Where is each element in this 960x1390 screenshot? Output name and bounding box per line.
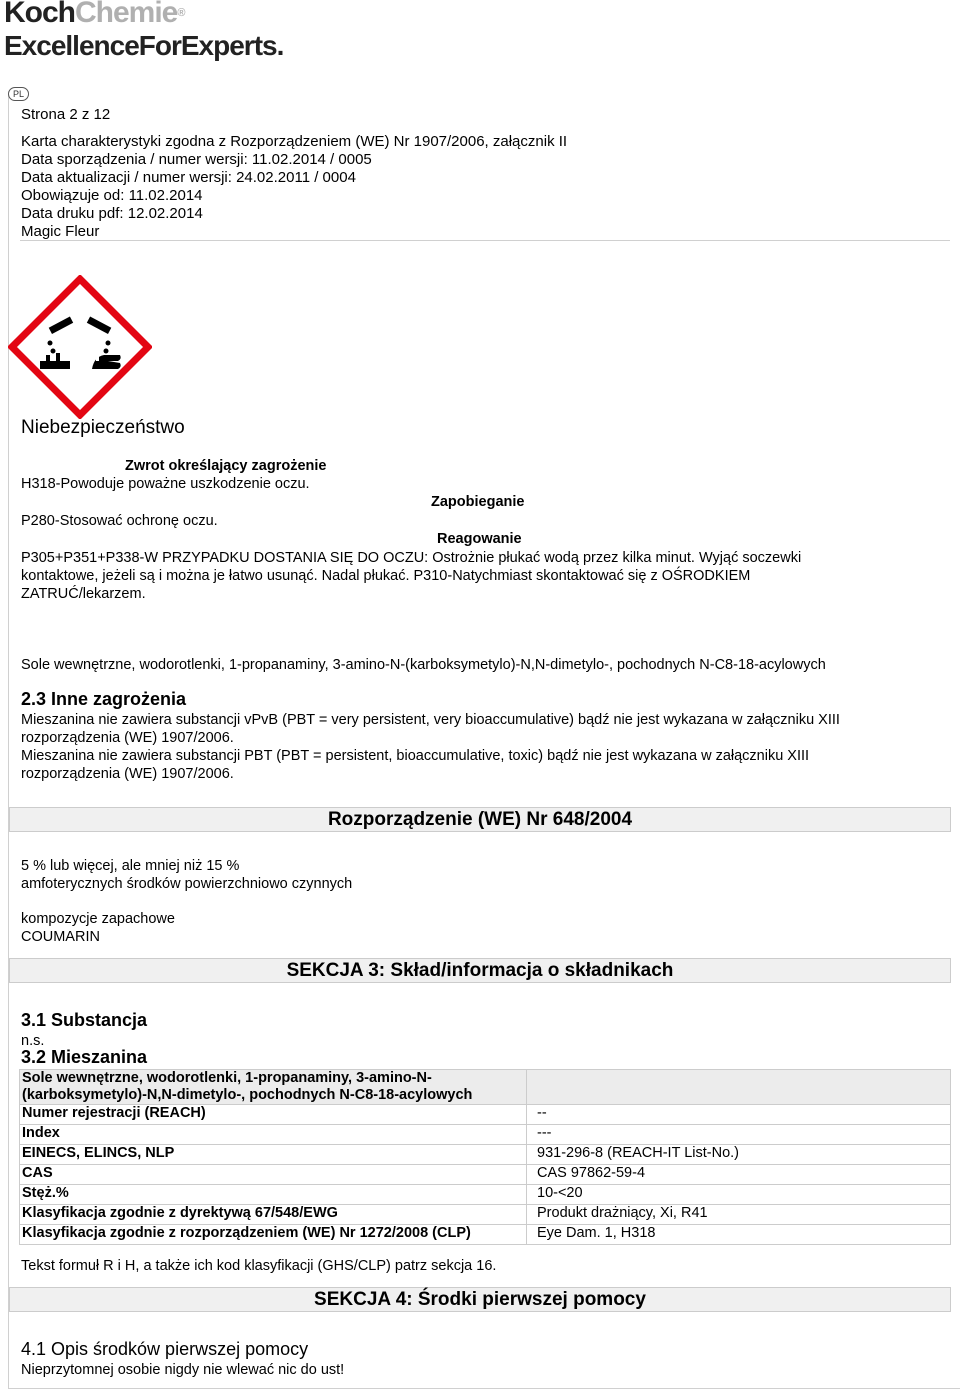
ghs05-corrosion-icon: [8, 275, 152, 419]
response-statement: kontaktowe, jeżeli są i można je łatwo usunąć. Nadal płukać. P310-Natychmiast skontaktować się z OŚRODKIEM: [21, 568, 751, 584]
prevention-heading: Zapobieganie: [431, 494, 525, 510]
divider: [20, 240, 950, 241]
header-line: Data sporządzenia / numer wersji: 11.02.2014 / 0005: [21, 151, 372, 168]
table-header-cell: Sole wewnętrzne, wodorotlenki, 1-propanaminy, 3-amino-N- (karboksymetylo)-N,N-dimetylo-, pochodnych N-C8-18-acylowych: [20, 1070, 527, 1105]
table-row: Index ---: [20, 1125, 951, 1145]
table-row: Klasyfikacja zgodnie z dyrektywą 67/548/EWG Produkt drażniący, Xi, R41: [20, 1205, 951, 1225]
substance-value: n.s.: [21, 1033, 45, 1049]
table-row: CAS CAS 97862-59-4: [20, 1165, 951, 1185]
section-bar-4: SEKCJA 4: Środki pierwszej pomocy: [9, 1287, 951, 1312]
paragraph-line: Mieszanina nie zawiera substancji PBT (PBT = persistent, bioaccumulative, toxic) bądź nie jest wykazana w załączniku XIII: [21, 748, 810, 764]
header-line: Obowiązuje od: 11.02.2014: [21, 187, 203, 204]
company-tagline: ExcellenceForExperts.: [4, 30, 284, 61]
header-line: Data aktualizacji / numer wersji: 24.02.2011 / 0004: [21, 169, 356, 186]
header-line: Data druku pdf: 12.02.2014: [21, 205, 203, 222]
section-heading: 2.3 Inne zagrożenia: [21, 689, 187, 709]
section-bar-reg648: Rozporządzenie (WE) Nr 648/2004: [9, 807, 951, 832]
company-logo: KochChemie®: [4, 0, 185, 29]
footnote: Tekst formuł R i H, a także ich kod klasyfikacji (GHS/CLP) patrz sekcja 16.: [21, 1258, 497, 1274]
detergent-info: COUMARIN: [21, 929, 100, 945]
page-number: Strona 2 z 12: [21, 106, 111, 123]
section-bar-3: SEKCJA 3: Skład/informacja o składnikach: [9, 958, 951, 983]
prevention-statement: P280-Stosować ochronę oczu.: [21, 513, 218, 529]
table-row: [20, 1070, 951, 1105]
paragraph-line: rozporządzenia (WE) 1907/2006.: [21, 730, 234, 746]
table-row: Stęż.% 10-<20: [20, 1185, 951, 1205]
response-heading: Reagowanie: [437, 531, 522, 547]
hazardous-component: Sole wewnętrzne, wodorotlenki, 1-propanaminy, 3-amino-N-(karboksymetylo)-N,N-dimetylo-, pochodnych N-C8-18-acylowych: [21, 657, 826, 673]
section-heading: 3.1 Substancja: [21, 1010, 148, 1030]
table-row: Numer rejestracji (REACH) --: [20, 1105, 951, 1125]
product-name: Magic Fleur: [21, 223, 100, 240]
detergent-info: kompozycje zapachowe: [21, 911, 175, 927]
hazard-statement-heading: Zwrot określający zagrożenie: [125, 458, 327, 474]
response-statement: P305+P351+P338-W PRZYPADKU DOSTANIA SIĘ DO OCZU: Ostrożnie płukać wodą przez kilka minut. Wyjąć soczewki: [21, 550, 802, 566]
language-badge: PL: [8, 87, 29, 101]
table-row: Klasyfikacja zgodnie z rozporządzeniem (WE) Nr 1272/2008 (CLP) Eye Dam. 1, H318: [20, 1225, 951, 1245]
hazard-statement: H318-Powoduje poważne uszkodzenie oczu.: [21, 476, 310, 492]
paragraph-line: rozporządzenia (WE) 1907/2006.: [21, 766, 234, 782]
table-row: EINECS, ELINCS, NLP 931-296-8 (REACH-IT List-No.): [20, 1145, 951, 1165]
section-heading: 3.2 Mieszanina: [21, 1047, 148, 1067]
paragraph-line: Mieszanina nie zawiera substancji vPvB (PBT = very persistent, very bioaccumulative) bądź nie jest wykazana w załączniku XIII: [21, 712, 840, 728]
header-line: Karta charakterystyki zgodna z Rozporządzeniem (WE) Nr 1907/2006, załącznik II: [21, 133, 568, 150]
mixture-table: [19, 1069, 951, 1245]
signal-word: Niebezpieczeństwo: [21, 417, 185, 438]
detergent-info: 5 % lub więcej, ale mniej niż 15 %: [21, 858, 240, 874]
response-statement: ZATRUĆ/lekarzem.: [21, 586, 146, 602]
detergent-info: amfoterycznych środków powierzchniowo czynnych: [21, 876, 353, 892]
section-heading: 4.1 Opis środków pierwszej pomocy: [21, 1339, 309, 1359]
first-aid-text: Nieprzytomnej osobie nigdy nie wlewać nic do ust!: [21, 1362, 345, 1378]
